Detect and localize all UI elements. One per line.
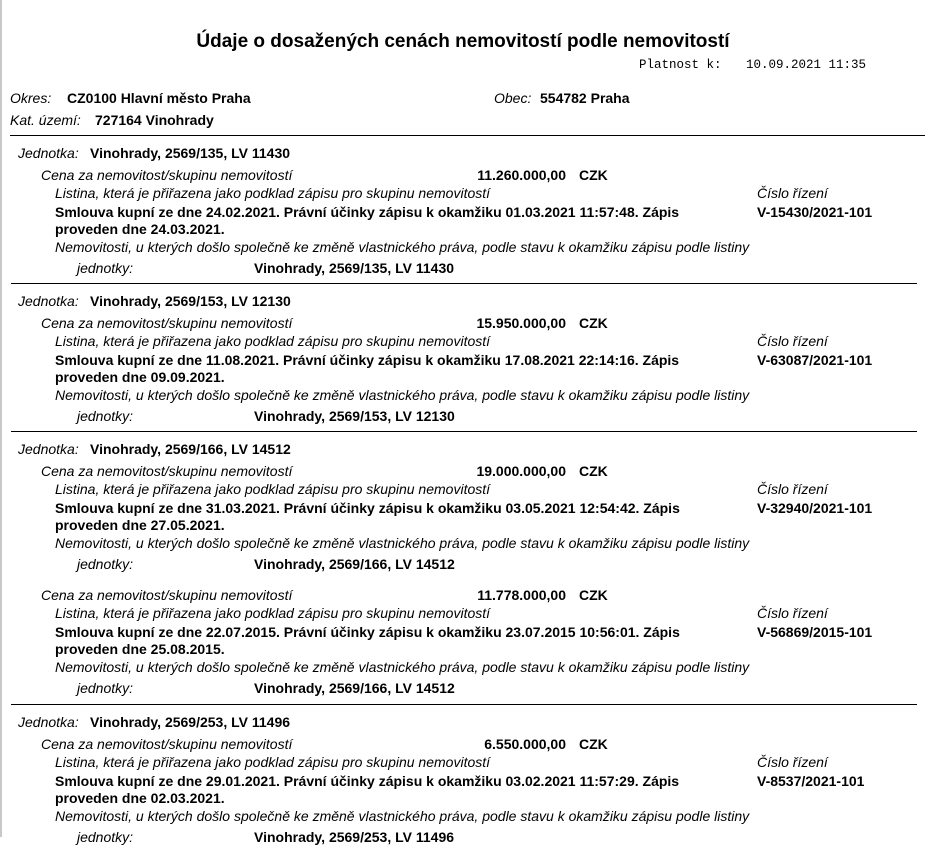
deed-date: proveden dne 02.03.2021. xyxy=(55,790,225,806)
section-divider xyxy=(11,283,917,284)
deed-date: proveden dne 25.08.2015. xyxy=(55,641,225,657)
properties-label: Nemovitosti, u kterých došlo společně ke změně vlastnického práva, podle stavu k okamžiku zápisu podle listiny xyxy=(55,239,750,255)
unit-name: Vinohrady, 2569/153, LV 12130 xyxy=(90,293,291,309)
units-label: jednotky: xyxy=(77,260,134,276)
page-left-edge xyxy=(0,0,2,837)
price-currency: CZK xyxy=(579,736,608,752)
properties-label: Nemovitosti, u kterých došlo společně ke změně vlastnického práva, podle stavu k okamžiku zápisu podle listiny xyxy=(55,808,750,824)
unit-label: Jednotka: xyxy=(18,145,79,161)
deed-date: proveden dne 09.09.2021. xyxy=(55,369,225,385)
proceeding-number: V-32940/2021-101 xyxy=(757,500,873,516)
deed-label: Listina, která je přiřazena jako podklad zápisu pro skupinu nemovitostí xyxy=(55,185,491,201)
deed-description: Smlouva kupní ze dne 29.01.2021. Právní účinky zápisu k okamžiku 03.02.2021 11:57:29. Zápis xyxy=(55,773,680,789)
price-label: Cena za nemovitost/skupinu nemovitostí xyxy=(41,315,293,331)
section-divider xyxy=(11,431,917,432)
deed-date: proveden dne 27.05.2021. xyxy=(55,517,225,533)
units-label: jednotky: xyxy=(77,680,134,696)
section-divider xyxy=(11,704,917,705)
deed-label: Listina, která je přiřazena jako podklad zápisu pro skupinu nemovitostí xyxy=(55,333,491,349)
price-value: 11.778.000,00 xyxy=(477,587,566,603)
price-value: 15.950.000,00 xyxy=(476,315,566,331)
unit-name: Vinohrady, 2569/253, LV 11496 xyxy=(90,714,291,730)
validity-value: 10.09.2021 11:35 xyxy=(746,58,867,72)
unit-name: Vinohrady, 2569/166, LV 14512 xyxy=(90,441,291,457)
proceeding-label: Číslo řízení xyxy=(757,754,828,770)
deed-description: Smlouva kupní ze dne 22.07.2015. Právní účinky zápisu k okamžiku 23.07.2015 10:56:01. Zápis xyxy=(55,624,680,640)
section-divider xyxy=(10,135,925,136)
price-label: Cena za nemovitost/skupinu nemovitostí xyxy=(41,587,293,603)
deed-description: Smlouva kupní ze dne 31.03.2021. Právní účinky zápisu k okamžiku 03.05.2021 12:54:42. Zápis xyxy=(55,500,680,516)
okres-label: Okres: xyxy=(10,90,52,106)
units-value: Vinohrady, 2569/153, LV 12130 xyxy=(254,408,455,424)
okres-value: CZ0100 Hlavní město Praha xyxy=(67,90,251,106)
properties-label: Nemovitosti, u kterých došlo společně ke změně vlastnického práva, podle stavu k okamžiku zápisu podle listiny xyxy=(55,535,750,551)
proceeding-number: V-15430/2021-101 xyxy=(757,204,873,220)
units-label: jednotky: xyxy=(77,829,134,845)
proceeding-label: Číslo řízení xyxy=(757,333,828,349)
page-title: Údaje o dosažených cenách nemovitostí podle nemovitostí xyxy=(196,31,730,52)
deed-label: Listina, která je přiřazena jako podklad zápisu pro skupinu nemovitostí xyxy=(55,605,491,621)
units-value: Vinohrady, 2569/135, LV 11430 xyxy=(254,260,455,276)
proceeding-label: Číslo řízení xyxy=(757,605,828,621)
price-currency: CZK xyxy=(579,587,608,603)
validity-label: Platnost k: xyxy=(639,58,722,72)
deed-description: Smlouva kupní ze dne 11.08.2021. Právní účinky zápisu k okamžiku 17.08.2021 22:14:16. Zápis xyxy=(55,352,680,368)
unit-name: Vinohrady, 2569/135, LV 11430 xyxy=(90,145,291,161)
units-value: Vinohrady, 2569/166, LV 14512 xyxy=(254,680,455,696)
price-value: 6.550.000,00 xyxy=(484,736,566,752)
price-label: Cena za nemovitost/skupinu nemovitostí xyxy=(41,167,293,183)
katuzemi-label: Kat. území: xyxy=(10,112,81,128)
price-value: 11.260.000,00 xyxy=(477,167,566,183)
proceeding-number: V-63087/2021-101 xyxy=(757,352,873,368)
units-value: Vinohrady, 2569/166, LV 14512 xyxy=(254,556,455,572)
deed-label: Listina, která je přiřazena jako podklad zápisu pro skupinu nemovitostí xyxy=(55,481,491,497)
price-value: 19.000.000,00 xyxy=(476,463,566,479)
unit-label: Jednotka: xyxy=(18,293,79,309)
price-currency: CZK xyxy=(579,167,608,183)
properties-label: Nemovitosti, u kterých došlo společně ke změně vlastnického práva, podle stavu k okamžiku zápisu podle listiny xyxy=(55,659,750,675)
deed-date: proveden dne 24.03.2021. xyxy=(55,221,225,237)
unit-label: Jednotka: xyxy=(18,441,79,457)
units-label: jednotky: xyxy=(77,556,134,572)
proceeding-label: Číslo řízení xyxy=(757,481,828,497)
units-label: jednotky: xyxy=(77,408,134,424)
unit-label: Jednotka: xyxy=(18,714,79,730)
katuzemi-value: 727164 Vinohrady xyxy=(95,112,214,128)
units-value: Vinohrady, 2569/253, LV 11496 xyxy=(254,829,455,845)
proceeding-number: V-56869/2015-101 xyxy=(757,624,873,640)
obec-value: 554782 Praha xyxy=(540,90,630,106)
obec-label: Obec: xyxy=(494,90,532,106)
price-currency: CZK xyxy=(579,315,608,331)
proceeding-label: Číslo řízení xyxy=(757,185,828,201)
price-label: Cena za nemovitost/skupinu nemovitostí xyxy=(41,463,293,479)
price-currency: CZK xyxy=(579,463,608,479)
price-label: Cena za nemovitost/skupinu nemovitostí xyxy=(41,736,293,752)
deed-label: Listina, která je přiřazena jako podklad zápisu pro skupinu nemovitostí xyxy=(55,754,491,770)
properties-label: Nemovitosti, u kterých došlo společně ke změně vlastnického práva, podle stavu k okamžiku zápisu podle listiny xyxy=(55,387,750,403)
deed-description: Smlouva kupní ze dne 24.02.2021. Právní účinky zápisu k okamžiku 01.03.2021 11:57:48. Zápis xyxy=(55,204,680,220)
proceeding-number: V-8537/2021-101 xyxy=(757,773,865,789)
